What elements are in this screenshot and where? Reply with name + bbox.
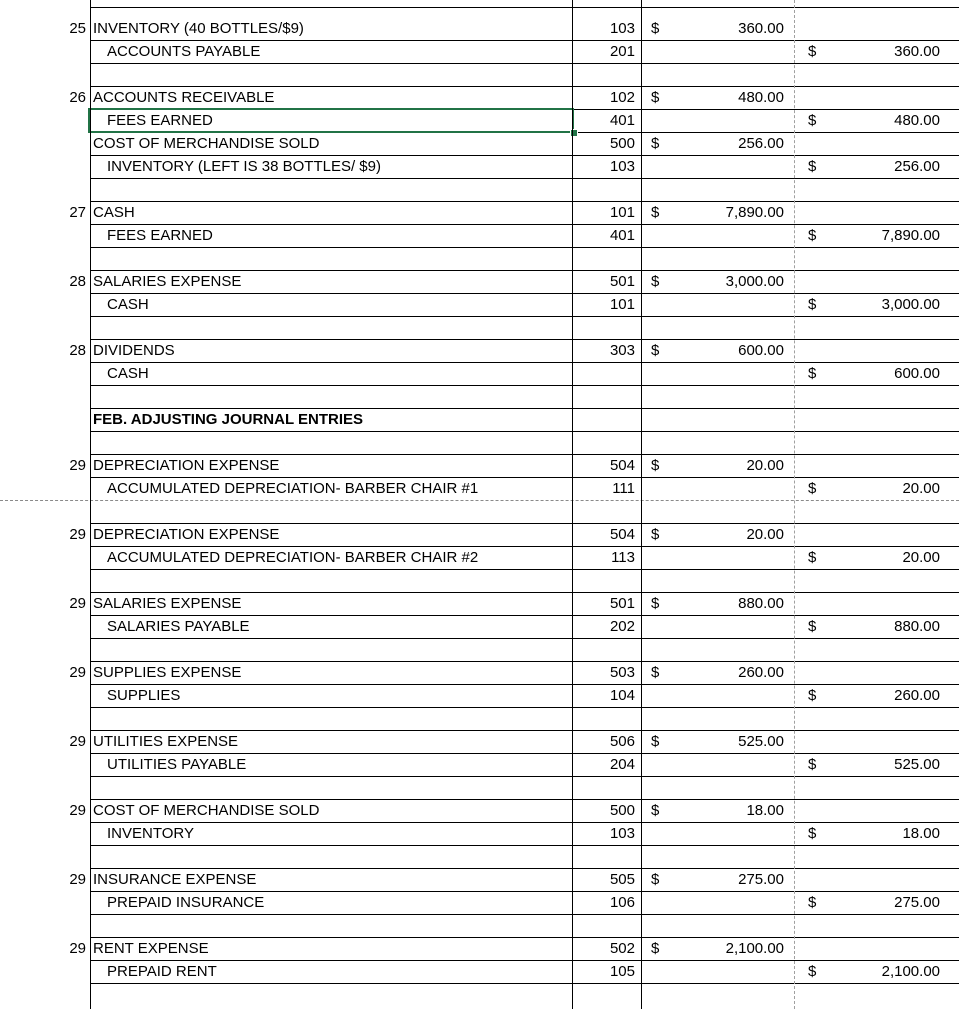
credit-amount-cell[interactable] — [824, 799, 940, 822]
credit-amount-cell[interactable]: 275.00 — [894, 894, 940, 911]
debit-amount-cell[interactable] — [661, 40, 784, 63]
date-cell[interactable] — [30, 109, 86, 132]
journal-row — [0, 891, 959, 914]
credit-amount-cell[interactable]: 20.00 — [902, 480, 940, 497]
account-cell[interactable]: PREPAID RENT — [107, 963, 217, 980]
credit-currency-cell[interactable] — [808, 592, 822, 615]
row-divider — [90, 7, 959, 8]
debit-amount-cell[interactable] — [661, 546, 784, 569]
date-cell[interactable] — [30, 40, 86, 63]
debit-currency-cell[interactable]: $ — [651, 802, 660, 819]
credit-currency-cell[interactable] — [808, 132, 822, 155]
column-divider — [794, 0, 795, 1009]
credit-amount-cell[interactable]: 360.00 — [894, 43, 940, 60]
debit-amount-cell[interactable]: 360.00 — [738, 20, 784, 37]
credit-amount-cell[interactable] — [824, 270, 940, 293]
credit-amount-cell[interactable]: 600.00 — [894, 365, 940, 382]
credit-amount-cell[interactable] — [824, 454, 940, 477]
blank-row — [0, 914, 959, 937]
account-cell[interactable]: CASH — [93, 204, 135, 221]
journal-row — [0, 339, 959, 362]
account-cell[interactable]: INVENTORY (40 BOTTLES/$9) — [93, 20, 304, 37]
credit-amount-cell[interactable] — [824, 868, 940, 891]
debit-amount-cell[interactable]: 3,000.00 — [725, 273, 784, 290]
account-cell[interactable]: UTILITIES EXPENSE — [93, 733, 239, 750]
column-divider — [572, 0, 573, 1009]
date-cell[interactable] — [30, 224, 86, 247]
journal-row — [0, 799, 959, 822]
journal-row — [0, 937, 959, 960]
credit-currency-cell[interactable] — [808, 86, 822, 109]
credit-currency-cell[interactable] — [808, 799, 822, 822]
debit-amount-cell[interactable]: 525.00 — [738, 733, 784, 750]
credit-currency-cell[interactable] — [808, 868, 822, 891]
blank-row — [0, 638, 959, 661]
credit-currency-cell[interactable] — [808, 270, 822, 293]
journal-row — [0, 546, 959, 569]
journal-row — [0, 454, 959, 477]
date-cell[interactable] — [30, 891, 86, 914]
credit-amount-cell[interactable] — [824, 86, 940, 109]
date-cell[interactable] — [30, 293, 86, 316]
column-divider — [641, 0, 642, 1009]
credit-currency-cell[interactable] — [808, 201, 822, 224]
debit-amount-cell[interactable]: 275.00 — [738, 871, 784, 888]
account-cell[interactable]: FEES EARNED — [107, 227, 213, 244]
credit-currency-cell[interactable] — [808, 454, 822, 477]
credit-currency-cell[interactable]: $ — [808, 158, 817, 175]
post-ref-cell[interactable]: 101 — [609, 296, 635, 313]
blank-row — [0, 247, 959, 270]
credit-amount-cell[interactable]: 260.00 — [894, 687, 940, 704]
credit-amount-cell[interactable] — [824, 523, 940, 546]
blank-row — [0, 569, 959, 592]
date-cell[interactable]: 29 — [69, 733, 86, 750]
debit-currency-cell[interactable]: $ — [651, 871, 660, 888]
debit-amount-cell[interactable] — [661, 684, 784, 707]
debit-amount-cell[interactable]: 260.00 — [738, 664, 784, 681]
account-cell[interactable]: INVENTORY (LEFT IS 38 BOTTLES/ $9) — [107, 158, 381, 175]
account-cell[interactable]: SUPPLIES EXPENSE — [93, 664, 242, 681]
journal-row — [0, 132, 959, 155]
blank-row — [0, 776, 959, 799]
credit-currency-cell[interactable] — [808, 730, 822, 753]
debit-currency-cell[interactable]: $ — [651, 526, 660, 543]
post-ref-cell[interactable]: 303 — [609, 342, 635, 359]
debit-amount-cell[interactable]: 20.00 — [746, 457, 784, 474]
credit-amount-cell[interactable] — [824, 730, 940, 753]
credit-amount-cell[interactable]: 3,000.00 — [881, 296, 940, 313]
debit-amount-cell[interactable] — [661, 615, 784, 638]
post-ref-cell[interactable]: 505 — [609, 871, 635, 888]
post-ref-cell[interactable]: 103 — [609, 825, 635, 842]
debit-currency-cell[interactable]: $ — [651, 204, 660, 221]
journal-row — [0, 17, 959, 40]
credit-currency-cell[interactable]: $ — [808, 227, 817, 244]
credit-amount-cell[interactable] — [824, 132, 940, 155]
post-ref-cell[interactable]: 401 — [609, 227, 635, 244]
post-ref-cell[interactable]: 103 — [609, 20, 635, 37]
credit-currency-cell[interactable]: $ — [808, 963, 817, 980]
date-cell[interactable] — [30, 753, 86, 776]
credit-amount-cell[interactable] — [824, 592, 940, 615]
credit-amount-cell[interactable] — [824, 661, 940, 684]
account-cell[interactable]: INVENTORY — [107, 825, 194, 842]
debit-currency-cell[interactable]: $ — [651, 733, 660, 750]
journal-row — [0, 592, 959, 615]
date-cell[interactable]: 27 — [69, 204, 86, 221]
debit-amount-cell[interactable] — [661, 224, 784, 247]
account-cell[interactable]: ACCOUNTS PAYABLE — [107, 43, 261, 60]
account-cell[interactable]: SALARIES EXPENSE — [93, 595, 242, 612]
debit-currency-cell[interactable]: $ — [651, 20, 660, 37]
post-ref-cell[interactable]: 401 — [609, 112, 635, 129]
credit-currency-cell[interactable]: $ — [808, 296, 817, 313]
date-cell[interactable]: 29 — [69, 457, 86, 474]
blank-row — [0, 316, 959, 339]
account-cell[interactable]: ACCUMULATED DEPRECIATION- BARBER CHAIR #1 — [107, 480, 479, 497]
date-cell[interactable]: 29 — [69, 802, 86, 819]
date-cell[interactable]: 25 — [69, 20, 86, 37]
credit-amount-cell[interactable] — [824, 17, 940, 40]
post-ref-cell[interactable]: 102 — [609, 89, 635, 106]
credit-currency-cell[interactable] — [808, 339, 822, 362]
credit-amount-cell[interactable]: 20.00 — [902, 549, 940, 566]
debit-currency-cell[interactable]: $ — [651, 457, 660, 474]
post-ref-cell[interactable]: 506 — [609, 733, 635, 750]
debit-amount-cell[interactable]: 2,100.00 — [725, 940, 784, 957]
date-cell[interactable] — [30, 132, 86, 155]
debit-amount-cell[interactable] — [661, 753, 784, 776]
post-ref-cell[interactable]: 104 — [609, 687, 635, 704]
debit-currency-cell[interactable]: $ — [651, 135, 660, 152]
credit-currency-cell[interactable] — [808, 661, 822, 684]
date-cell[interactable] — [30, 546, 86, 569]
account-cell[interactable]: DEPRECIATION EXPENSE — [93, 457, 280, 474]
date-cell[interactable]: 29 — [69, 595, 86, 612]
post-ref-cell[interactable]: 500 — [609, 135, 635, 152]
post-ref-cell[interactable]: 103 — [609, 158, 635, 175]
post-ref-cell[interactable]: 101 — [609, 204, 635, 221]
credit-currency-cell[interactable]: $ — [808, 112, 817, 129]
credit-amount-cell[interactable]: 525.00 — [894, 756, 940, 773]
credit-currency-cell[interactable]: $ — [808, 43, 817, 60]
debit-currency-cell[interactable]: $ — [651, 273, 660, 290]
debit-currency-cell[interactable]: $ — [651, 342, 660, 359]
credit-currency-cell[interactable] — [808, 523, 822, 546]
section-heading[interactable]: FEB. ADJUSTING JOURNAL ENTRIES — [93, 411, 364, 428]
journal-row — [0, 684, 959, 707]
debit-amount-cell[interactable] — [661, 109, 784, 132]
credit-currency-cell[interactable] — [808, 937, 822, 960]
post-ref-cell[interactable]: 202 — [609, 618, 635, 635]
account-cell[interactable]: CASH — [107, 296, 149, 313]
account-cell[interactable]: RENT EXPENSE — [93, 940, 209, 957]
post-ref-cell[interactable]: 113 — [611, 549, 635, 566]
debit-amount-cell[interactable] — [661, 822, 784, 845]
credit-currency-cell[interactable]: $ — [808, 480, 817, 497]
debit-amount-cell[interactable]: 7,890.00 — [725, 204, 784, 221]
journal-row — [0, 362, 959, 385]
credit-amount-cell[interactable]: 18.00 — [902, 825, 940, 842]
debit-currency-cell[interactable]: $ — [651, 595, 660, 612]
date-cell[interactable]: 29 — [69, 871, 86, 888]
account-cell[interactable]: COST OF MERCHANDISE SOLD — [93, 135, 320, 152]
account-cell[interactable]: UTILITIES PAYABLE — [107, 756, 247, 773]
journal-row — [0, 270, 959, 293]
account-cell[interactable]: COST OF MERCHANDISE SOLD — [93, 802, 320, 819]
row-divider — [90, 983, 959, 984]
date-cell[interactable] — [30, 822, 86, 845]
blank-row — [0, 178, 959, 201]
date-cell[interactable] — [30, 477, 86, 500]
journal-row — [0, 155, 959, 178]
debit-amount-cell[interactable] — [661, 960, 784, 983]
column-divider — [90, 0, 91, 1009]
debit-amount-cell[interactable] — [661, 891, 784, 914]
post-ref-cell[interactable]: 105 — [609, 963, 635, 980]
debit-amount-cell[interactable]: 480.00 — [738, 89, 784, 106]
date-cell[interactable] — [30, 362, 86, 385]
journal-row — [0, 615, 959, 638]
account-cell[interactable]: ACCOUNTS RECEIVABLE — [93, 89, 275, 106]
post-ref-cell[interactable] — [575, 362, 635, 385]
credit-amount-cell[interactable] — [824, 201, 940, 224]
credit-currency-cell[interactable]: $ — [808, 365, 817, 382]
debit-amount-cell[interactable] — [661, 293, 784, 316]
journal-row — [0, 224, 959, 247]
journal-row — [0, 40, 959, 63]
journal-row — [0, 960, 959, 983]
journal-row — [0, 86, 959, 109]
debit-currency-cell[interactable]: $ — [651, 940, 660, 957]
post-ref-cell[interactable]: 500 — [609, 802, 635, 819]
debit-amount-cell[interactable] — [661, 477, 784, 500]
date-cell[interactable]: 28 — [69, 342, 86, 359]
post-ref-cell[interactable]: 504 — [609, 526, 635, 543]
date-cell[interactable] — [30, 155, 86, 178]
credit-currency-cell[interactable]: $ — [808, 618, 817, 635]
credit-currency-cell[interactable]: $ — [808, 894, 817, 911]
debit-amount-cell[interactable] — [661, 155, 784, 178]
credit-amount-cell[interactable] — [824, 937, 940, 960]
debit-amount-cell[interactable]: 18.00 — [746, 802, 784, 819]
blank-row — [0, 707, 959, 730]
credit-amount-cell[interactable]: 2,100.00 — [881, 963, 940, 980]
section-heading-row — [0, 408, 959, 431]
post-ref-cell[interactable]: 501 — [609, 595, 635, 612]
account-cell[interactable]: DIVIDENDS — [93, 342, 175, 359]
journal-row — [0, 477, 959, 500]
post-ref-cell[interactable]: 503 — [609, 664, 635, 681]
blank-row — [0, 385, 959, 408]
credit-amount-cell[interactable]: 480.00 — [894, 112, 940, 129]
account-cell[interactable]: DEPRECIATION EXPENSE — [93, 526, 280, 543]
journal-row — [0, 868, 959, 891]
credit-amount-cell[interactable]: 880.00 — [894, 618, 940, 635]
debit-amount-cell[interactable]: 600.00 — [738, 342, 784, 359]
debit-amount-cell[interactable]: 256.00 — [738, 135, 784, 152]
journal-row — [0, 201, 959, 224]
account-cell[interactable]: CASH — [107, 365, 149, 382]
post-ref-cell[interactable]: 106 — [609, 894, 635, 911]
credit-amount-cell[interactable]: 7,890.00 — [881, 227, 940, 244]
credit-amount-cell[interactable]: 256.00 — [894, 158, 940, 175]
account-cell[interactable]: INSURANCE EXPENSE — [93, 871, 257, 888]
credit-amount-cell[interactable] — [824, 339, 940, 362]
journal-row — [0, 730, 959, 753]
debit-currency-cell[interactable]: $ — [651, 89, 660, 106]
journal-row — [0, 523, 959, 546]
blank-row — [0, 845, 959, 868]
date-cell[interactable]: 29 — [69, 940, 86, 957]
date-cell[interactable]: 28 — [69, 273, 86, 290]
date-cell[interactable] — [30, 684, 86, 707]
post-ref-cell[interactable]: 504 — [609, 457, 635, 474]
credit-currency-cell[interactable]: $ — [808, 756, 817, 773]
account-cell[interactable]: SUPPLIES — [107, 687, 181, 704]
journal-row — [0, 822, 959, 845]
blank-row — [0, 500, 959, 523]
debit-amount-cell[interactable]: 880.00 — [738, 595, 784, 612]
journal-row — [0, 753, 959, 776]
credit-currency-cell[interactable] — [808, 17, 822, 40]
credit-currency-cell[interactable]: $ — [808, 549, 817, 566]
post-ref-cell[interactable]: 501 — [609, 273, 635, 290]
account-cell[interactable]: SALARIES PAYABLE — [107, 618, 250, 635]
date-cell[interactable]: 29 — [69, 664, 86, 681]
date-cell[interactable] — [30, 615, 86, 638]
blank-row — [0, 431, 959, 454]
journal-row — [0, 293, 959, 316]
date-cell[interactable]: 29 — [69, 526, 86, 543]
credit-currency-cell[interactable]: $ — [808, 825, 817, 842]
account-cell[interactable]: FEES EARNED — [107, 112, 213, 129]
post-ref-cell[interactable]: 111 — [612, 480, 635, 497]
post-ref-cell[interactable]: 502 — [609, 940, 635, 957]
date-cell[interactable] — [30, 960, 86, 983]
debit-currency-cell[interactable]: $ — [651, 664, 660, 681]
date-cell[interactable]: 26 — [69, 89, 86, 106]
debit-amount-cell[interactable]: 20.00 — [746, 526, 784, 543]
post-ref-cell[interactable]: 204 — [609, 756, 635, 773]
credit-currency-cell[interactable]: $ — [808, 687, 817, 704]
journal-row — [0, 661, 959, 684]
debit-amount-cell[interactable] — [661, 362, 784, 385]
post-ref-cell[interactable]: 201 — [609, 43, 635, 60]
account-cell[interactable]: PREPAID INSURANCE — [107, 894, 265, 911]
blank-row — [0, 63, 959, 86]
account-cell[interactable]: ACCUMULATED DEPRECIATION- BARBER CHAIR #2 — [107, 549, 479, 566]
account-cell[interactable]: SALARIES EXPENSE — [93, 273, 242, 290]
active-cell-selection[interactable] — [88, 108, 574, 133]
